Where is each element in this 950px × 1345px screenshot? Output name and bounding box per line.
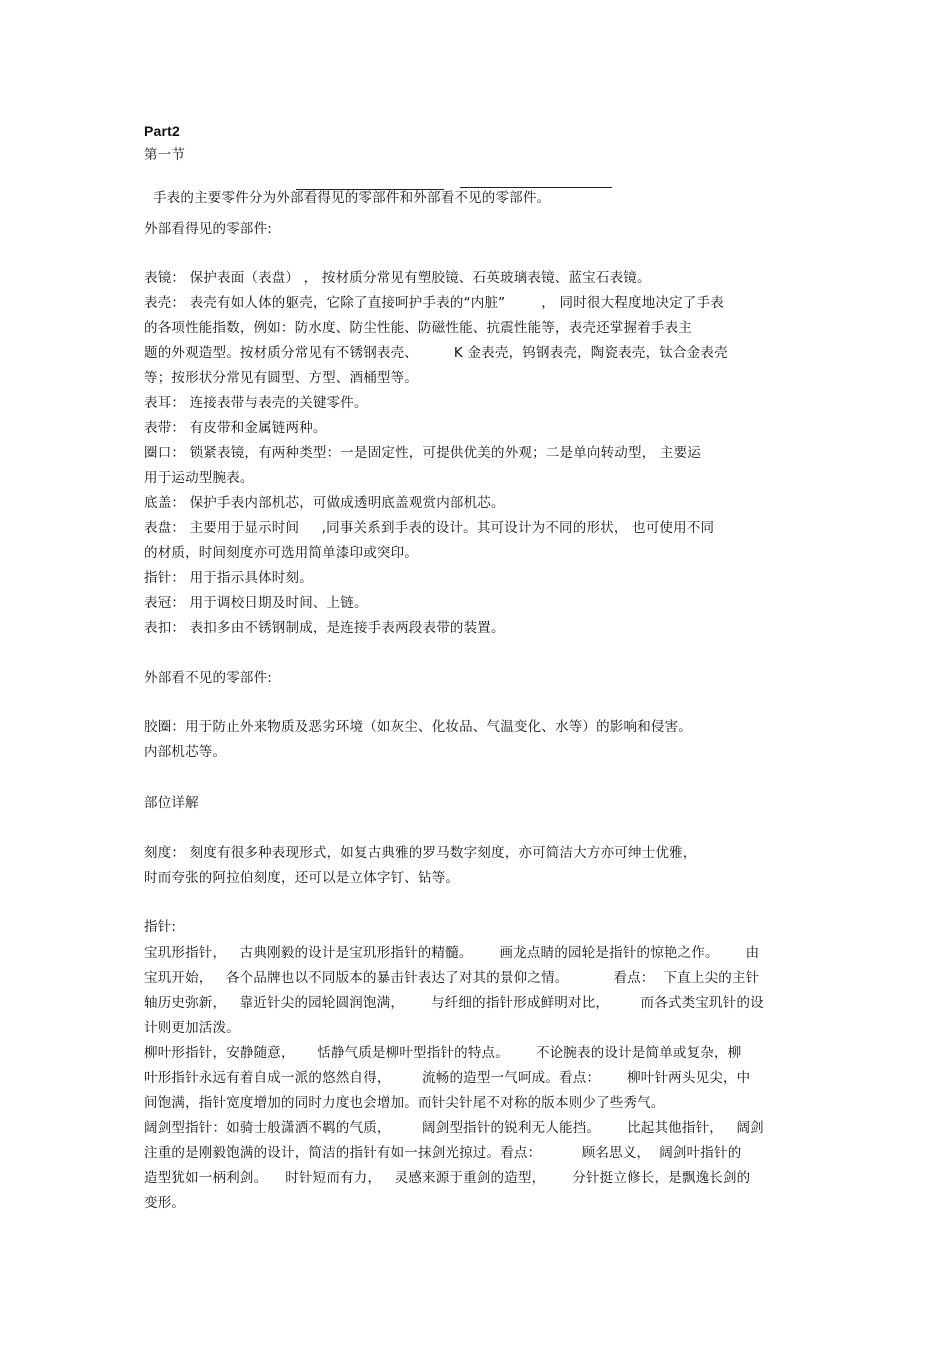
visible-line: 圈口： 锁紧表镜，有两种类型：一是固定性，可提供优美的外观；二是单向转动型， 主要运 (144, 445, 701, 461)
hands-line: 阔剑型指针：如骑士般潇洒不羁的气质， 阔剑型指针的锐利无人能挡。 比起其他指针， 阔剑 (144, 1120, 764, 1136)
visible-line: 表扣： 表扣多由不锈钢制成，是连接手表两段表带的装置。 (144, 620, 505, 636)
page-title: Part2 (144, 123, 181, 139)
visible-line: 表冠： 用于调校日期及时间、上链。 (144, 595, 368, 611)
hands-line: 轴历史弥新， 靠近针尖的园轮圆润饱满， 与纤细的指针形成鲜明对比， 而各式类宝玑针的设 (144, 995, 764, 1011)
hands-line: 柳叶形指针，安静随意， 恬静气质是柳叶型指针的特点。 不论腕表的设计是简单或复杂，柳 (144, 1045, 742, 1061)
underline-1 (296, 189, 444, 190)
visible-line: 表壳： 表壳有如人体的躯壳，它除了直接呵护手表的“内脏” ， 同时很大程度地决定了手表 (144, 295, 724, 311)
visible-line: 表带： 有皮带和金属链两种。 (144, 420, 327, 436)
visible-line: 等；按形状分常见有圆型、方型、酒桶型等。 (144, 370, 418, 386)
underline-2 (460, 187, 612, 188)
visible-parts-heading: 外部看得见的零部件: (144, 221, 273, 237)
hands-heading: 指针: (144, 919, 177, 935)
intro-underlined-hidden: 看不见的零部件。 (440, 190, 551, 206)
hands-line: 注重的是刚毅饱满的设计，简洁的指针有如一抹剑光掠过。看点： 顾名思义， 阔剑叶指针的 (144, 1145, 742, 1161)
intro-underlined-visible: 看得见的零部件和外部 (303, 190, 441, 206)
hands-line: 变形。 (144, 1195, 186, 1211)
visible-line: 表镜： 保护表面（表盘） ， 按材质分常见有塑胶镜、石英玻璃表镜、蓝宝石表镜。 (144, 270, 651, 286)
visible-line: 表盘： 主要用于显示时间 ,同事关系到手表的设计。其可设计为不同的形状， 也可使用不同 (144, 520, 715, 536)
hands-line: 宝玑形指针， 古典刚毅的设计是宝玑形指针的精髓。 画龙点睛的园轮是指针的惊艳之作。 由 (144, 945, 760, 961)
visible-line: 题的外观造型。按材质分常见有不锈钢表壳、 K 金表壳，钨钢表壳，陶瓷表壳，钛合金表壳 (144, 345, 728, 361)
visible-line: 底盖： 保护手表内部机芯，可做成透明底盖观赏内部机芯。 (144, 495, 505, 511)
section-title: 第一节 (144, 147, 186, 163)
visible-line: 的各项性能指数，例如：防水度、防尘性能、防磁性能、抗震性能等，表壳还掌握着手表主 (144, 320, 692, 336)
hands-line: 间饱满，指针宽度增加的同时力度也会增加。而针尖针尾不对称的版本则少了些秀气。 (144, 1095, 665, 1111)
scale-line: 时而夸张的阿拉伯刻度，还可以是立体字钉、钻等。 (144, 870, 460, 886)
hands-line: 叶形指针永远有着自成一派的悠然自得， 流畅的造型一气呵成。看点： 柳叶针两头见尖，中 (144, 1070, 751, 1086)
hands-line: 计则更加活泼。 (144, 1020, 240, 1036)
visible-line: 的材质，时间刻度亦可选用简单漆印或突印。 (144, 545, 418, 561)
scale-line: 刻度： 刻度有很多种表现形式，如复古典雅的罗马数字刻度，亦可简洁大方亦可绅士优雅， (144, 845, 697, 861)
visible-line: 表耳： 连接表带与表壳的关键零件。 (144, 395, 368, 411)
hidden-line: 胶圈：用于防止外来物质及恶劣环境（如灰尘、化妆品、气温变化、水等）的影响和侵害。 (144, 719, 692, 735)
detail-heading: 部位详解 (144, 795, 199, 811)
hidden-parts-heading: 外部看不见的零部件: (144, 670, 273, 686)
visible-line: 用于运动型腕表。 (144, 470, 254, 486)
visible-line: 指针： 用于指示具体时刻。 (144, 570, 313, 586)
hidden-line: 内部机芯等。 (144, 744, 227, 760)
hands-line: 宝玑开始， 各个品牌也以不同版本的暴击针表达了对其的景仰之情。 看点： 下直上尖的主针 (144, 970, 760, 986)
hands-line: 造型犹如一柄利剑。 时针短而有力， 灵感来源于重剑的造型， 分针挺立修长，是飘逸长剑的 (144, 1170, 751, 1186)
intro-text: 手表的主要零件分为外部 (152, 190, 304, 206)
